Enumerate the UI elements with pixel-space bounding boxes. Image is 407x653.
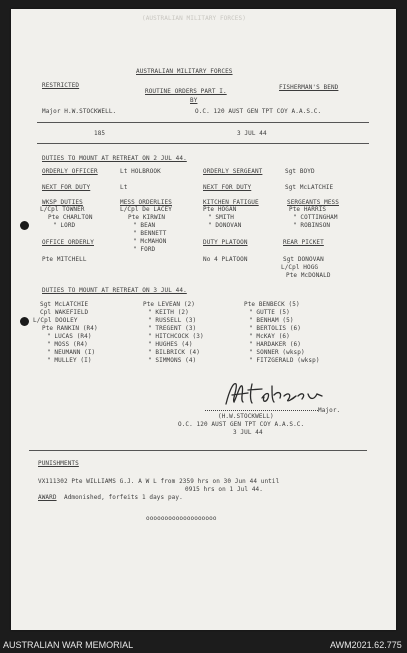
duty-roster-entry: " LUCAS (R4) [47,333,92,340]
duty-platoon-label: DUTY PLATOON [203,239,248,246]
award-label: AWARD [38,494,57,501]
mess-line: " BENNETT [133,230,167,237]
punishment-entry: VX111302 Pte WILLIAMS G.J. A W L from 2359 hrs on 30 Jun 44 until [38,478,280,485]
picket-line: Sgt DONOVAN [283,256,324,263]
wksp-line: " LORD [53,222,76,229]
duty-roster-entry: Pte RANKIN (R4) [42,325,98,332]
signatory-appointment: O.C. 120 AUST GEN TPT COY A.A.S.C. [178,421,305,428]
next-sergeant-value: Sgt McLATCHIE [285,184,334,191]
order-date: 3 JUL 44 [237,130,267,137]
duty-roster-entry: " BILBRICK (4) [148,349,200,356]
issuing-appointment: O.C. 120 AUST GEN TPT COY A.A.S.C. [195,108,322,115]
sergeants-line: " ROBINSON [293,222,331,229]
next-for-duty-value: Lt [120,184,128,191]
orderly-officer-value: Lt HOLBROOK [120,168,161,175]
kitchen-line: " DONOVAN [208,222,242,229]
duty-roster-entry: " BERTOLIS (6) [249,325,301,332]
wksp-line: L/Cpl TOWNER [40,206,85,213]
mess-line: L/Cpl De LACEY [120,206,172,213]
duty-roster-entry: Sgt McLATCHIE [40,301,89,308]
restricted-label: RESTRICTED [42,82,80,89]
duty-roster-entry: Pte BENBECK (5) [244,301,300,308]
mess-line: " FORD [133,246,156,253]
duty-roster-entry: " McKAY (6) [249,333,290,340]
duty-roster-entry: " SIMMONS (4) [148,357,197,364]
duty-roster-entry: " KEITH (2) [148,309,189,316]
duty-roster-entry: " HUGHES (4) [148,341,193,348]
wksp-line: Pte CHARLTON [48,214,93,221]
office-orderly-label: OFFICE ORDERLY [42,239,94,246]
handwritten-signature [222,378,332,408]
next-sergeant-label: NEXT FOR DUTY [203,184,252,191]
duty-roster-entry: " RUSSELL (3) [148,317,197,324]
section-rule-2 [29,450,367,451]
duty-roster-entry: " HARDAKER (6) [249,341,301,348]
punch-hole-bottom [20,317,29,326]
punishments-heading: PUNISHMENTS [38,460,79,467]
duty-platoon-value: No 4 PLATOON [203,256,248,263]
orderly-sergeant-label: ORDERLY SERGEANT [203,168,263,175]
wksp-duties-label: WKSP DUTIES [42,199,83,206]
mess-orderlies-label: MESS ORDERLIES [120,199,172,206]
duty-roster-entry: L/Cpl DOOLEY [33,317,78,324]
mess-line: Pte KIRWIN [128,214,166,221]
force-heading: AUSTRALIAN MILITARY FORCES [136,68,233,75]
section-rule-1 [37,143,369,144]
duty-roster-entry: " FITZGERALD (wksp) [249,357,320,364]
picket-line: L/Cpl HOGG [281,264,319,271]
signatory-name: (H.W.STOCKWELL) [218,413,274,420]
duty-roster-entry: " GUTTE (5) [249,309,290,316]
picket-line: Pte McDONALD [286,272,331,279]
unit-location: FISHERMAN'S BEND [279,84,339,91]
duty-roster-entry: " NEUMANN (I) [47,349,96,356]
orders-title: ROUTINE ORDERS PART I. [145,88,227,95]
duty-roster-entry: " SONNER (wksp) [249,349,305,356]
signature-line [205,410,318,411]
duty-roster-entry: " HITCHCOCK (3) [148,333,204,340]
duty-roster-entry: " MULLEY (I) [47,357,92,364]
signature-date: 3 JUL 44 [233,429,263,436]
award-text: Admonished, forfeits 1 days pay. [64,494,183,501]
kitchen-fatigue-label: KITCHEN FATIGUE [203,199,259,206]
office-orderly-value: Pte MITCHELL [42,256,87,263]
sergeants-line: Pte HARRIS [289,206,327,213]
orderly-sergeant-value: Sgt BOYD [285,168,315,175]
closing-marks: ooooooooooooooooooo [146,515,217,522]
rear-picket-label: REAR PICKET [283,239,324,246]
duties-2-heading: DUTIES TO MOUNT AT RETREAT ON 2 JUL 44. [42,155,187,162]
punch-hole-top [20,221,29,230]
duty-roster-entry: " BENHAM (5) [249,317,294,324]
punishment-entry-continued: 0915 hrs on 1 Jul 44. [185,486,263,493]
duty-roster-entry: " TREGENT (3) [148,325,197,332]
orders-by: BY [190,97,198,104]
duty-roster-entry: " MOSS (R4) [47,341,88,348]
footer-institution: AUSTRALIAN WAR MEMORIAL [3,640,134,650]
duty-roster-entry: Cpl WAKEFIELD [40,309,89,316]
kitchen-line: Pte HOGAN [203,206,237,213]
signatory-rank: Major. [318,407,341,414]
footer-accession-number: AWM2021.62.775 [330,640,402,650]
sergeants-mess-label: SERGEANTS MESS [287,199,339,206]
sergeants-line: " COTTINGHAM [293,214,338,221]
order-number: 185 [94,130,106,137]
duties-3-heading: DUTIES TO MOUNT AT RETREAT ON 3 JUL 44. [42,287,187,294]
orderly-officer-label: ORDERLY OFFICER [42,168,98,175]
issuing-officer: Major H.W.STOCKWELL. [42,108,117,115]
faded-top-heading: (AUSTRALIAN MILITARY FORCES) [142,15,246,22]
kitchen-line: " SMITH [208,214,234,221]
next-for-duty-label: NEXT FOR DUTY [42,184,91,191]
mess-line: " McMAHON [133,238,167,245]
mess-line: " BEAN [133,222,156,229]
header-rule [37,122,369,123]
duty-roster-entry: Pte LEVEAN (2) [143,301,195,308]
